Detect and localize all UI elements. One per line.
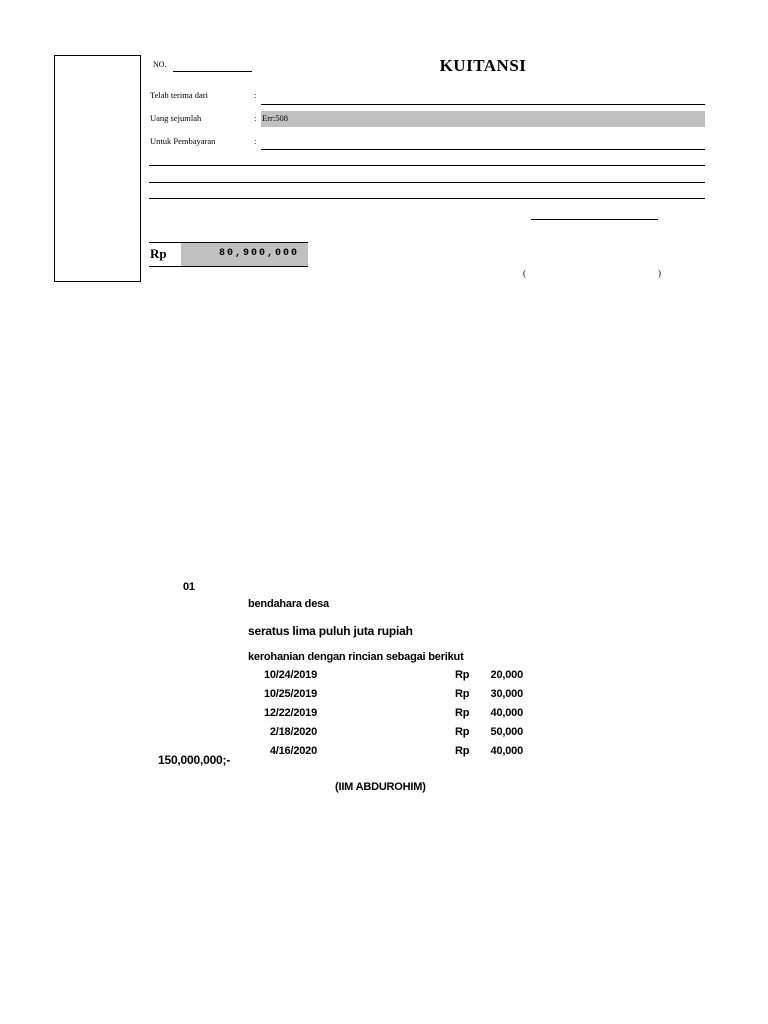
amount-words-field (261, 111, 705, 127)
amount-words-label: Uang sejumlah (150, 113, 202, 123)
item-date: 12/22/2019 (263, 707, 317, 719)
rp-label: Rp (150, 246, 167, 261)
item-currency: Rp (455, 688, 470, 700)
rp-amount-value: 80,900,000 (218, 248, 299, 259)
item-currency: Rp (455, 726, 470, 738)
purpose-colon: : (254, 136, 257, 146)
item-amount: 40,000 (490, 707, 523, 719)
item-currency: Rp (455, 669, 470, 681)
item-date: 2/18/2020 (269, 726, 317, 738)
source-received-from: bendahara desa (248, 598, 329, 610)
item-date: 10/25/2019 (263, 688, 317, 700)
item-amount: 20,000 (490, 669, 523, 681)
purpose-continuation-line-2 (149, 182, 705, 183)
purpose-label: Untuk Pembayaran (150, 136, 216, 146)
source-amount-words: seratus lima puluh juta rupiah (248, 624, 413, 638)
receipt-stub-box (54, 55, 141, 282)
source-signer: (IIM ABDUROHIM) (335, 781, 426, 793)
item-date: 10/24/2019 (263, 669, 317, 681)
purpose-continuation-line-3 (149, 198, 705, 199)
from-label: Telah terima dari (150, 90, 208, 100)
source-purpose: kerohanian dengan rincian sebagai berikut (248, 651, 464, 663)
amount-words-colon: : (254, 113, 257, 123)
receipt-title: KUITANSI (439, 56, 527, 75)
item-amount: 40,000 (490, 745, 523, 757)
receipt-number-line (173, 71, 252, 72)
from-colon: : (254, 90, 257, 100)
signer-paren-open: ( (523, 268, 526, 278)
purpose-field-line (261, 149, 705, 150)
signer-paren-close: ) (658, 268, 661, 278)
item-amount: 50,000 (490, 726, 523, 738)
item-currency: Rp (455, 707, 470, 719)
purpose-continuation-line-1 (149, 165, 705, 166)
receipt-number-label: NO. (153, 60, 167, 69)
from-field-line (261, 104, 705, 105)
source-number: 01 (183, 581, 195, 593)
source-total: 150,000,000;- (158, 753, 231, 767)
item-currency: Rp (455, 745, 470, 757)
item-amount: 30,000 (490, 688, 523, 700)
amount-words-value: Err:508 (262, 113, 288, 123)
item-date: 4/16/2020 (269, 745, 317, 757)
date-place-line (531, 219, 658, 220)
rp-box-bottom-border (149, 266, 308, 267)
